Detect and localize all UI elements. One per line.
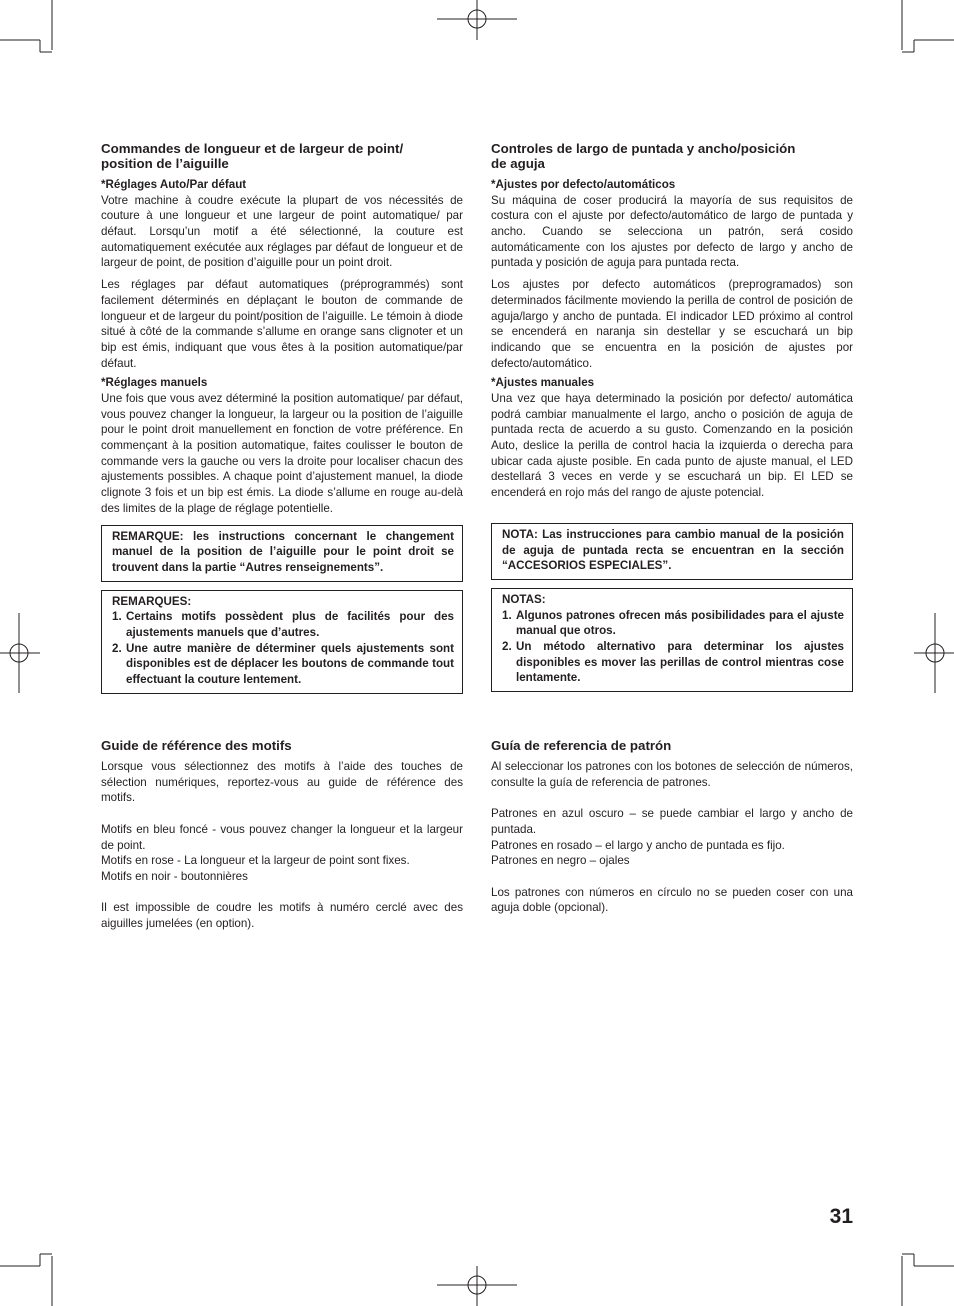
guide-paragraph: Motifs en bleu foncé - vous pouvez changer la longueur et la largeur de point. bbox=[101, 822, 463, 852]
section-title bbox=[101, 141, 463, 171]
guide-paragraph: Lorsque vous sélectionnez des motifs à l’aide des touches de sélection numériques, reportez-vous au guide de référence des motifs. bbox=[101, 760, 463, 805]
guide-paragraph: Los patrones con números en círculo no se pueden coser con una aguja doble (opcional). bbox=[491, 885, 853, 915]
guide-title: Guía de referencia de patrón bbox=[491, 738, 672, 753]
auto-settings-heading: *Ajustes por defecto/automáticos bbox=[491, 178, 676, 191]
section-title bbox=[491, 141, 853, 171]
list-number: 2. bbox=[112, 641, 122, 655]
remarks-list bbox=[502, 608, 844, 687]
auto-settings-paragraph: Votre machine à coudre exécute la plupart de vos nécessités de couture à une longueur et une largeur de point automatique/ par défaut. Lorsqu’un motif a été sélectionné, la couture est automatiquement exécutée aux réglages par défaut de longueur et de largeur de point, de position d’aiguille pour un point droit. bbox=[101, 193, 463, 270]
manual-settings-paragraph: Une fois que vous avez déterminé la position automatique/ par défaut, vous pouvez changer la longueur, la largeur ou la position de l’aiguille pour le point droit manuellement en fonction de votre préférence. En commençant à la position automatique, faites coulisser le bouton de commande vers la gauche ou vers la droite pour localiser chacun des ajustements possibles. A chaque point d’ajustement manuel, la diode clignote 3 fois et un bip est émis. La diode s’allume en rouge au-delà des limites de la plage de réglage potentielle. bbox=[101, 391, 463, 515]
registration-mark bbox=[914, 613, 954, 693]
list-number: 2. bbox=[502, 640, 512, 654]
remarks-list-item bbox=[112, 609, 454, 640]
registration-mark bbox=[437, 0, 517, 40]
auto-settings-heading: *Réglages Auto/Par défaut bbox=[101, 178, 247, 191]
registration-mark bbox=[0, 613, 40, 693]
section-title-line: position de l’aiguille bbox=[101, 156, 229, 171]
remark-box: NOTA: Las instrucciones para cambio manual de la posición de aguja de puntada recta se encuentran en la sección “ACCESORIOS ESPECIALES”. bbox=[491, 523, 853, 580]
guide-paragraph: Il est impossible de coudre les motifs à numéro cerclé avec des aiguilles jumelées (en option). bbox=[101, 901, 463, 930]
list-number: 1. bbox=[502, 608, 512, 622]
manual-settings-heading: *Ajustes manuales bbox=[491, 376, 595, 390]
remarks-list bbox=[112, 609, 454, 688]
section-title-line: Controles de largo de puntada y ancho/posición bbox=[491, 141, 796, 156]
guide-paragraph: Motifs en noir - boutonnières bbox=[101, 869, 248, 883]
manual-settings-paragraph: Una vez que haya determinado la posición por defecto/ automática podrá cambiar manualmente el largo, ancho o posición de aguja de puntada recta de acuerdo a su gusto. Comenzando en la posición Auto, deslice la perilla de control hacia la izquierda o derecha para ubicar cada ajuste posible. En cada punto de ajuste manual, el LED destellará 3 veces en verde y se escuchará un bip. El LED se encenderá en rojo más del rango de ajuste potencial. bbox=[491, 391, 853, 500]
remarks-heading: REMARQUES: bbox=[112, 594, 192, 608]
guide-paragraph: Patrones en negro – ojales bbox=[491, 854, 630, 868]
french-column bbox=[101, 141, 463, 694]
guide-paragraph: Patrones en azul oscuro – se puede cambiar el largo y ancho de puntada. bbox=[491, 807, 853, 836]
auto-settings-paragraph: Su máquina de coser producirá la mayoría de sus requisitos de costura con el ajuste por defecto/automático de largo de puntada y ancho. Cuando se selecciona un patrón, será cosido automáticamente con los ajustes por defecto de largo y ancho de puntada y posición de aguja para puntada recta. bbox=[491, 193, 853, 270]
manual-settings-heading: *Réglages manuels bbox=[101, 376, 208, 390]
section-title-line: Commandes de longueur et de largeur de point/ bbox=[101, 141, 404, 156]
registration-mark bbox=[437, 1266, 517, 1306]
guide-paragraph: Motifs en rose - La longueur et la largeur de point sont fixes. bbox=[101, 854, 410, 868]
list-item-text: Certains motifs possèdent plus de facilités pour des ajustements manuels que d’autres. bbox=[126, 610, 454, 640]
remarks-box bbox=[491, 588, 853, 692]
remarks-list-item bbox=[502, 608, 844, 639]
list-number: 1. bbox=[112, 610, 122, 624]
section-title-line: de aguja bbox=[491, 156, 545, 171]
remarks-list-item bbox=[112, 641, 454, 688]
guide-title: Guide de référence des motifs bbox=[101, 738, 292, 753]
remarks-list-item bbox=[502, 639, 844, 686]
spanish-column bbox=[491, 141, 853, 692]
list-item-text: Un método alternativo para determinar los ajustes disponibles es mover las perillas de control mientras cose lentamente. bbox=[516, 640, 844, 685]
guide-paragraph: Al seleccionar los patrones con los botones de selección de números, consulte la guía de referencia de patrones. bbox=[491, 760, 853, 789]
remarks-heading: NOTAS: bbox=[502, 592, 546, 606]
spanish-pattern-guide bbox=[491, 738, 853, 916]
auto-settings-paragraph: Les réglages par défaut automatiques (préprogrammés) sont facilement déterminés en déplaçant le bouton de commande de longueur et de largeur du point/position de l’aiguille. Le témoin à diode situé à côté de la commande s’allume en orange sans clignoter et un bip est émis, indiquant que vous êtes à la position automatique/par défaut. bbox=[101, 278, 463, 370]
list-item-text: Une autre manière de déterminer quels ajustements sont disponibles est de déplacer les boutons de commande tout effectuant la couture lentement. bbox=[126, 641, 454, 687]
auto-settings-paragraph: Los ajustes por defecto automáticos (preprogramados) son determinados fácilmente moviendo la perilla de control de posición de aguja/largo y ancho de puntada. El indicador LED próximo al control se encenderá en naranja sin destellar y se escuchará un bip indicando que se encuentra en la posición de ajustes por defecto/automático. bbox=[491, 278, 853, 370]
guide-paragraph: Patrones en rosado – el largo y ancho de puntada es fijo. bbox=[491, 838, 785, 852]
remarks-box bbox=[101, 590, 463, 694]
page-number: 31 bbox=[829, 1205, 853, 1228]
french-pattern-guide bbox=[101, 738, 463, 932]
list-item-text: Algunos patrones ofrecen más posibilidades para el ajuste manual que otros. bbox=[516, 608, 844, 638]
remark-box: REMARQUE: les instructions concernant le changement manuel de la position de l’aiguille pour le point droit se trouvent dans la partie “Autres renseignements”. bbox=[101, 525, 463, 582]
